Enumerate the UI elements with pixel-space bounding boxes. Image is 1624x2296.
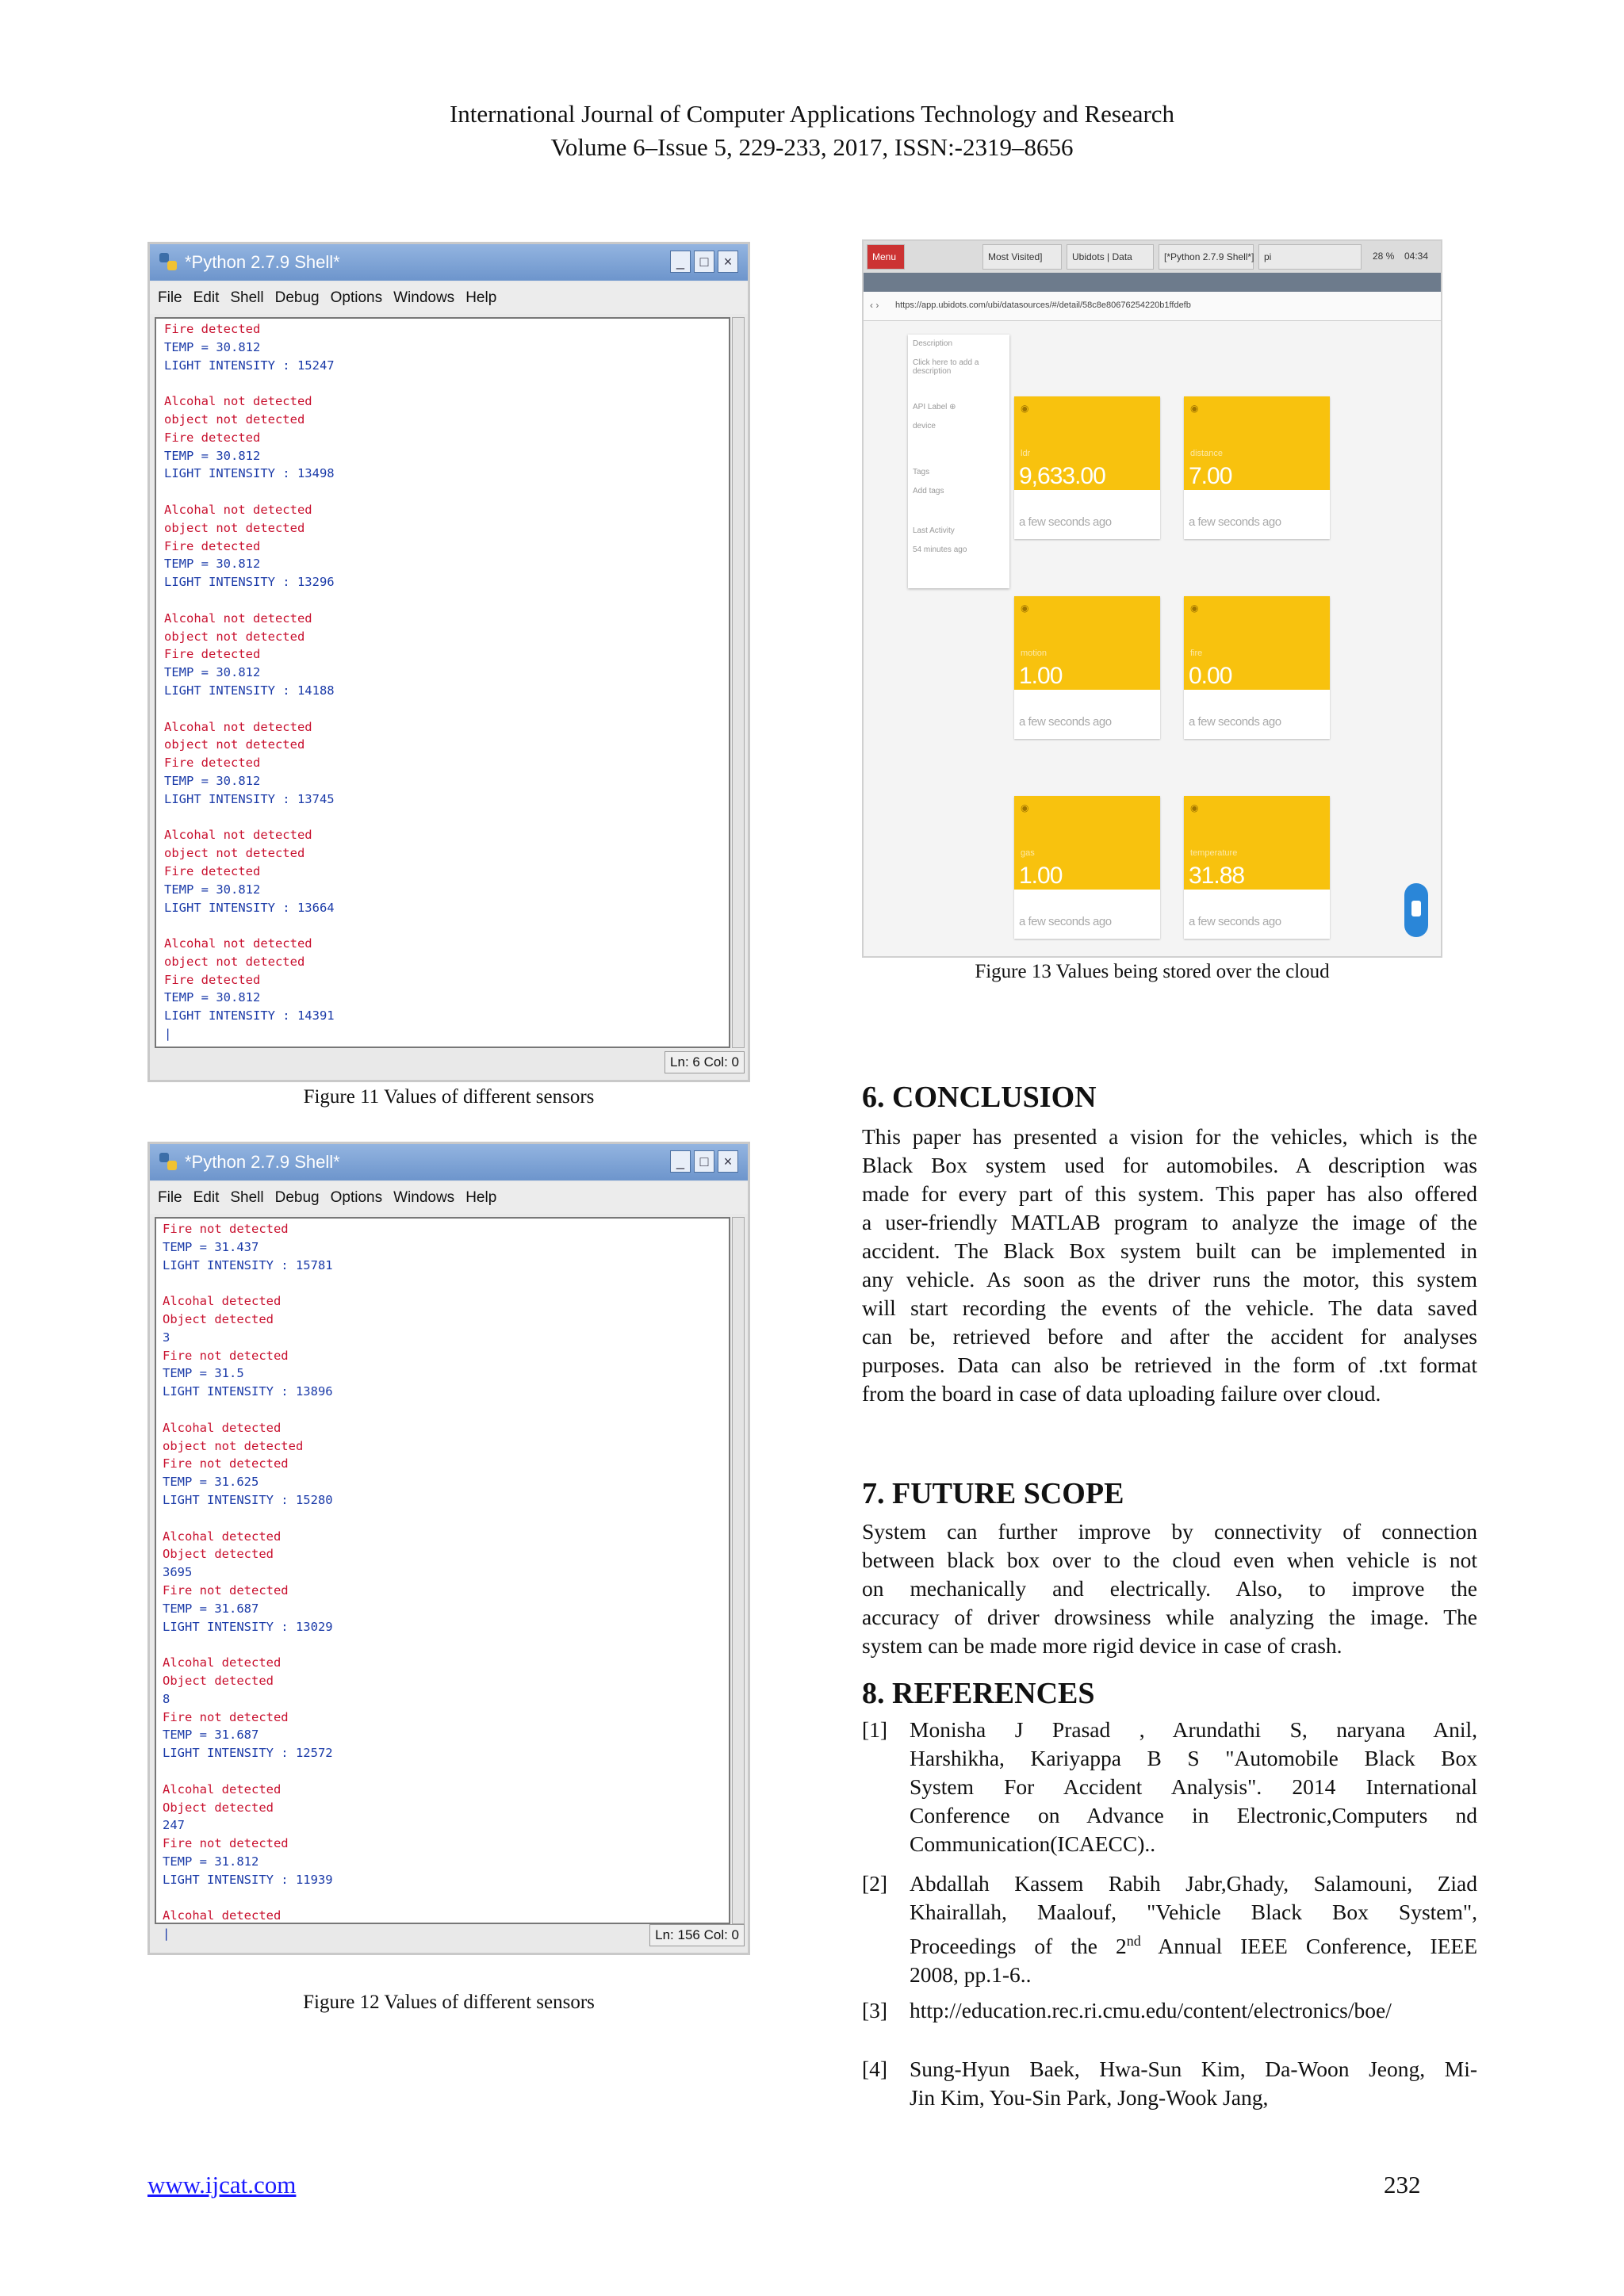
tile-value: 0.00 (1189, 663, 1232, 689)
reference-line: System For Accident Analysis". 2014 International (910, 1774, 1477, 1799)
shell-titlebar (150, 244, 748, 281)
output-line: object not detected (164, 520, 305, 535)
reference-line: http://education.rec.ri.cmu.edu/content/electronics/boe/ (910, 1998, 1392, 2022)
tile-header (1184, 796, 1330, 890)
paragraph-line: a user-friendly MATLAB program to analyze the image of the (862, 1210, 1477, 1234)
output-line: TEMP = 31.812 (163, 1854, 259, 1869)
output-line: LIGHT INTENSITY : 14188 (164, 683, 335, 698)
output-line (163, 1762, 729, 1781)
taskbar-ubidots[interactable]: Ubidots | Data (1067, 244, 1154, 270)
python-shell-window-fig11 (147, 242, 750, 1082)
journal-title: International Journal of Computer Applications Technology and Research (449, 100, 1175, 128)
output-line: LIGHT INTENSITY : 13029 (163, 1619, 333, 1634)
output-line: Alcohal not detected (164, 936, 312, 951)
output-line: Alcohal not detected (164, 394, 312, 409)
output-line: object not detected (164, 411, 305, 427)
paragraph-line: made for every part of this system. This paper has also offered (862, 1181, 1477, 1206)
output-line: TEMP = 30.812 (164, 773, 261, 788)
output-line: TEMP = 30.812 (164, 448, 261, 463)
output-line: object not detected (164, 629, 305, 644)
taskbar-cpu: 28 % (1373, 251, 1395, 262)
output-line: 3695 (163, 1565, 193, 1580)
url-text[interactable]: https://app.ubidots.com/ubi/datasources/#/detail/58c8e80676254220b1ffdefb (895, 300, 1191, 310)
output-line: 3 (163, 1330, 170, 1345)
reference-line: Sung-Hyun Baek, Hwa-Sun Kim, Da-Woon Jeong, Mi- (910, 2057, 1477, 2081)
journal-volume: Volume 6–Issue 5, 229-233, 2017, ISSN:-2319–8656 (550, 133, 1074, 161)
output-line: LIGHT INTENSITY : 15781 (163, 1257, 333, 1272)
output-line: TEMP = 30.812 (164, 882, 261, 897)
output-line: Fire detected (164, 430, 261, 445)
output-line: Alcohal detected (163, 1655, 282, 1670)
output-line: Alcohal detected (163, 1529, 282, 1544)
output-line: Fire not detected (163, 1222, 289, 1236)
cursor-position: Ln: 6 Col: 0 (665, 1051, 745, 1073)
tile-value: 31.88 (1189, 863, 1245, 889)
paragraph-line: any vehicle. As soon as the driver runs the motor, this system (862, 1267, 1477, 1292)
minimize-button[interactable]: _ (670, 1150, 691, 1173)
tile-label: fire (1190, 649, 1203, 658)
page-number: 232 (1384, 2171, 1421, 2198)
taskbar-menu[interactable]: Menu (867, 244, 905, 270)
menu-shell[interactable]: Shell (230, 1189, 264, 1206)
output-line: 8 (163, 1691, 170, 1706)
output-line: LIGHT INTENSITY : 13664 (164, 900, 335, 915)
tile-timestamp: a few seconds ago (1019, 915, 1112, 928)
sidebar-tags-value[interactable]: Add tags (913, 487, 944, 496)
output-line (164, 809, 729, 827)
output-line: LIGHT INTENSITY : 13296 (164, 575, 335, 590)
taskbar-most-visited[interactable]: Most Visited] (982, 244, 1062, 270)
sidebar-tags-label: Tags (913, 468, 930, 476)
output-line: Object detected (163, 1673, 274, 1688)
tile-timestamp: a few seconds ago (1189, 715, 1281, 729)
output-line: | (164, 1027, 172, 1042)
conclusion-paragraph (862, 1123, 1477, 1408)
output-line (163, 1274, 729, 1292)
menu-windows[interactable]: Windows (393, 1189, 455, 1206)
menu-help[interactable]: Help (465, 1189, 497, 1206)
output-line (163, 1636, 729, 1654)
output-line: Fire not detected (163, 1348, 289, 1363)
output-line: Fire detected (164, 756, 261, 771)
output-line (164, 591, 729, 610)
output-line (164, 374, 729, 392)
paragraph-line: will start recording the events of the vehicle. The data saved (862, 1295, 1477, 1320)
cursor-position: Ln: 156 Col: 0 (649, 1924, 745, 1946)
output-line: | (163, 1927, 170, 1942)
output-line: object not detected (164, 954, 305, 969)
reference-line: 2008, pp.1-6.. (910, 1962, 1032, 1988)
paragraph-line: between black box over to the cloud even when vehicle is not (862, 1548, 1477, 1572)
output-line (163, 1888, 729, 1907)
sidebar-api-label: API Label ⊕ (913, 403, 956, 411)
desktop-taskbar (864, 241, 1441, 274)
reference-text (910, 1716, 1477, 1858)
tile-value: 9,633.00 (1019, 463, 1105, 489)
output-line: object not detected (164, 737, 305, 752)
figure12-caption: Figure 12 Values of different sensors (303, 1992, 595, 2013)
future-scope-heading: 7. FUTURE SCOPE (862, 1477, 1124, 1510)
reference-line: Communication(ICAECC).. (910, 1831, 1156, 1856)
output-line (164, 700, 729, 718)
menu-debug[interactable]: Debug (274, 1189, 320, 1206)
shell-title: *Python 2.7.9 Shell* (185, 1152, 340, 1172)
output-line: TEMP = 31.687 (163, 1601, 259, 1616)
tile-label: ldr (1021, 449, 1031, 458)
tile-label: gas (1021, 848, 1035, 858)
tile-label: motion (1021, 649, 1048, 658)
back-forward-icons[interactable]: ‹ › (870, 300, 879, 311)
output-line: Fire detected (164, 538, 261, 553)
close-button[interactable]: × (718, 251, 738, 273)
paragraph-line: purposes. Data can also be retrieved in the form of .txt format (862, 1353, 1477, 1377)
shell-titlebar (150, 1144, 748, 1181)
output-line: Fire detected (164, 863, 261, 878)
menu-debug[interactable]: Debug (274, 289, 320, 306)
tile-timestamp: a few seconds ago (1189, 915, 1281, 928)
vertical-scrollbar[interactable] (732, 317, 745, 1048)
output-line: LIGHT INTENSITY : 13498 (164, 466, 335, 481)
minimize-button[interactable]: _ (670, 251, 691, 273)
reference-text (910, 2055, 1477, 2112)
menu-file[interactable]: File (158, 1189, 182, 1206)
paragraph-line: from the board in case of data uploading failure over cloud. (862, 1381, 1381, 1406)
reference-line: Conference on Advance in Electronic,Computers nd (910, 1803, 1477, 1827)
menu-help[interactable]: Help (465, 289, 497, 306)
tile-value: 1.00 (1019, 863, 1063, 889)
reference-line: Monisha J Prasad , Arundathi S, naryana Anil, (910, 1717, 1477, 1742)
figure11-caption: Figure 11 Values of different sensors (303, 1086, 595, 1108)
output-line: LIGHT INTENSITY : 12572 (163, 1746, 333, 1761)
tile-header (1014, 596, 1160, 690)
variable-tile[interactable] (1014, 796, 1160, 939)
paragraph-line: accuracy of driver drowsiness while analyzing the image. The (862, 1605, 1477, 1629)
address-bar[interactable] (864, 292, 1441, 321)
ubidots-screenshot (862, 239, 1442, 958)
tile-header (1014, 796, 1160, 890)
shell-title: *Python 2.7.9 Shell* (185, 252, 340, 272)
variable-tile[interactable] (1184, 796, 1330, 939)
output-line: Object detected (163, 1311, 274, 1326)
reference-number: [4] (862, 2057, 888, 2081)
output-line: LIGHT INTENSITY : 14391 (164, 1008, 335, 1024)
output-line (163, 1510, 729, 1528)
tile-value: 7.00 (1189, 463, 1232, 489)
sidebar-description-label: Description (913, 339, 953, 348)
output-line: Alcohal detected (163, 1908, 282, 1923)
output-line: TEMP = 31.625 (163, 1475, 259, 1490)
lock-icon: ◉ (1190, 603, 1199, 614)
menu-shell[interactable]: Shell (230, 289, 264, 306)
tile-label: temperature (1190, 848, 1238, 858)
sidebar-last-activity-label: Last Activity (913, 526, 955, 535)
paragraph-line: System can further improve by connectivity of connection (862, 1519, 1477, 1544)
output-line: TEMP = 31.5 (163, 1366, 244, 1381)
output-line (163, 1401, 729, 1419)
future-scope-paragraph (862, 1517, 1477, 1660)
reference-line: Abdallah Kassem Rabih Jabr,Ghady, Salamouni, Ziad (910, 1871, 1477, 1896)
python-icon (158, 251, 178, 272)
reference-number: [1] (862, 1717, 888, 1742)
output-line: Alcohal not detected (164, 828, 312, 843)
reference-number: [2] (862, 1871, 888, 1896)
paragraph-line: This paper has presented a vision for the vehicles, which is the (862, 1124, 1477, 1149)
shell-output[interactable] (155, 317, 730, 1048)
output-line (164, 483, 729, 501)
output-line: Fire not detected (163, 1709, 289, 1724)
reference-number: [3] (862, 1998, 888, 2022)
tile-label: distance (1190, 449, 1223, 458)
tile-timestamp: a few seconds ago (1189, 515, 1281, 529)
paragraph-line: system can be made more rigid device in case of crash. (862, 1633, 1342, 1658)
menu-options[interactable]: Options (330, 1189, 383, 1206)
output-line: Alcohal not detected (164, 610, 312, 626)
output-line: LIGHT INTENSITY : 15247 (164, 358, 335, 373)
output-line: object not detected (163, 1438, 304, 1453)
output-line: Fire not detected (163, 1582, 289, 1598)
reference-line: Proceedings of the 2nd Annual IEEE Conference, IEEE (910, 1933, 1477, 1959)
output-line: Alcohal detected (163, 1294, 282, 1309)
lock-icon: ◉ (1190, 802, 1199, 813)
paragraph-line: on mechanically and electrically. Also, to improve the (862, 1576, 1477, 1601)
output-line: LIGHT INTENSITY : 13896 (163, 1384, 333, 1399)
variable-tile[interactable] (1184, 396, 1330, 539)
reference-line: Khairallah, Maalouf, "Vehicle Black Box System", (910, 1900, 1477, 1924)
output-line: LIGHT INTENSITY : 11939 (163, 1872, 333, 1887)
output-line: Alcohal detected (163, 1420, 282, 1435)
output-line: Alcohal not detected (164, 719, 312, 734)
output-line: TEMP = 30.812 (164, 990, 261, 1005)
output-line: TEMP = 30.812 (164, 339, 261, 354)
chat-button[interactable] (1404, 883, 1428, 937)
output-line: Fire detected (164, 647, 261, 662)
output-line: TEMP = 31.437 (163, 1239, 259, 1254)
output-line: Alcohal detected (163, 1781, 282, 1797)
sidebar-api-value: device (913, 422, 936, 430)
output-line: Fire not detected (163, 1836, 289, 1851)
tile-header (1184, 596, 1330, 690)
reference-line: Harshikha, Kariyappa B S "Automobile Black Box (910, 1746, 1477, 1770)
paragraph-line: Black Box system used for automobiles. A description was (862, 1153, 1477, 1177)
output-line: object not detected (164, 846, 305, 861)
tile-timestamp: a few seconds ago (1019, 515, 1112, 529)
sidebar-last-activity-value: 54 minutes ago (913, 545, 967, 554)
conclusion-heading: 6. CONCLUSION (862, 1081, 1097, 1114)
paragraph-line: accident. The Black Box system built can be implemented in (862, 1238, 1477, 1263)
python-icon (158, 1151, 178, 1172)
output-line: TEMP = 31.687 (163, 1728, 259, 1743)
output-line: Fire detected (164, 972, 261, 987)
menu-edit[interactable]: Edit (193, 289, 220, 306)
variable-tile[interactable] (1014, 396, 1160, 539)
paragraph-line: can be, retrieved before and after the accident for analyses (862, 1324, 1477, 1349)
variable-tile[interactable] (1014, 596, 1160, 739)
output-line: TEMP = 30.812 (164, 665, 261, 680)
maximize-button[interactable]: □ (694, 1150, 714, 1173)
maximize-button[interactable]: □ (694, 251, 714, 273)
tile-header (1184, 396, 1330, 490)
variable-tile[interactable] (1184, 596, 1330, 739)
taskbar-pi[interactable]: pi (1258, 244, 1362, 270)
journal-website-link[interactable]: www.ijcat.com (147, 2171, 297, 2198)
output-line: Object detected (163, 1547, 274, 1562)
lock-icon: ◉ (1021, 802, 1029, 813)
reference-text (910, 1869, 1477, 1989)
browser-tabbar (864, 273, 1441, 292)
reference-line: Jin Kim, You-Sin Park, Jong-Wook Jang, (910, 2085, 1269, 2110)
datasource-sidebar (908, 335, 1009, 588)
shell-menubar (150, 1182, 748, 1214)
output-line: Fire not detected (163, 1456, 289, 1471)
lock-icon: ◉ (1190, 403, 1199, 414)
shell-menubar (150, 282, 748, 314)
menu-options[interactable]: Options (330, 289, 383, 306)
output-line: Object detected (163, 1800, 274, 1815)
figure13-caption: Figure 13 Values being stored over the cloud (975, 961, 1330, 982)
lock-icon: ◉ (1021, 403, 1029, 414)
python-shell-window-fig12 (147, 1142, 750, 1955)
output-line: LIGHT INTENSITY : 15280 (163, 1492, 333, 1507)
menu-file[interactable]: File (158, 289, 182, 306)
output-line (164, 916, 729, 935)
sidebar-description-hint[interactable]: Click here to add a description (913, 358, 979, 376)
output-line: LIGHT INTENSITY : 13745 (164, 791, 335, 806)
taskbar-clock: 04:34 (1404, 251, 1429, 262)
reference-text[interactable] (910, 1996, 1477, 2025)
output-line: 247 (163, 1818, 185, 1833)
output-line: Fire detected (164, 322, 261, 336)
tile-header (1014, 396, 1160, 490)
vertical-scrollbar[interactable] (732, 1217, 745, 1924)
menu-windows[interactable]: Windows (393, 289, 455, 306)
output-line: Alcohal not detected (164, 502, 312, 517)
output-line: TEMP = 30.812 (164, 557, 261, 572)
lock-icon: ◉ (1021, 603, 1029, 614)
taskbar-python-shell[interactable]: [*Python 2.7.9 Shell*] (1159, 244, 1254, 270)
menu-edit[interactable]: Edit (193, 1189, 220, 1206)
references-heading: 8. REFERENCES (862, 1677, 1095, 1710)
close-button[interactable]: × (718, 1150, 738, 1173)
tile-timestamp: a few seconds ago (1019, 715, 1112, 729)
tile-value: 1.00 (1019, 663, 1063, 689)
